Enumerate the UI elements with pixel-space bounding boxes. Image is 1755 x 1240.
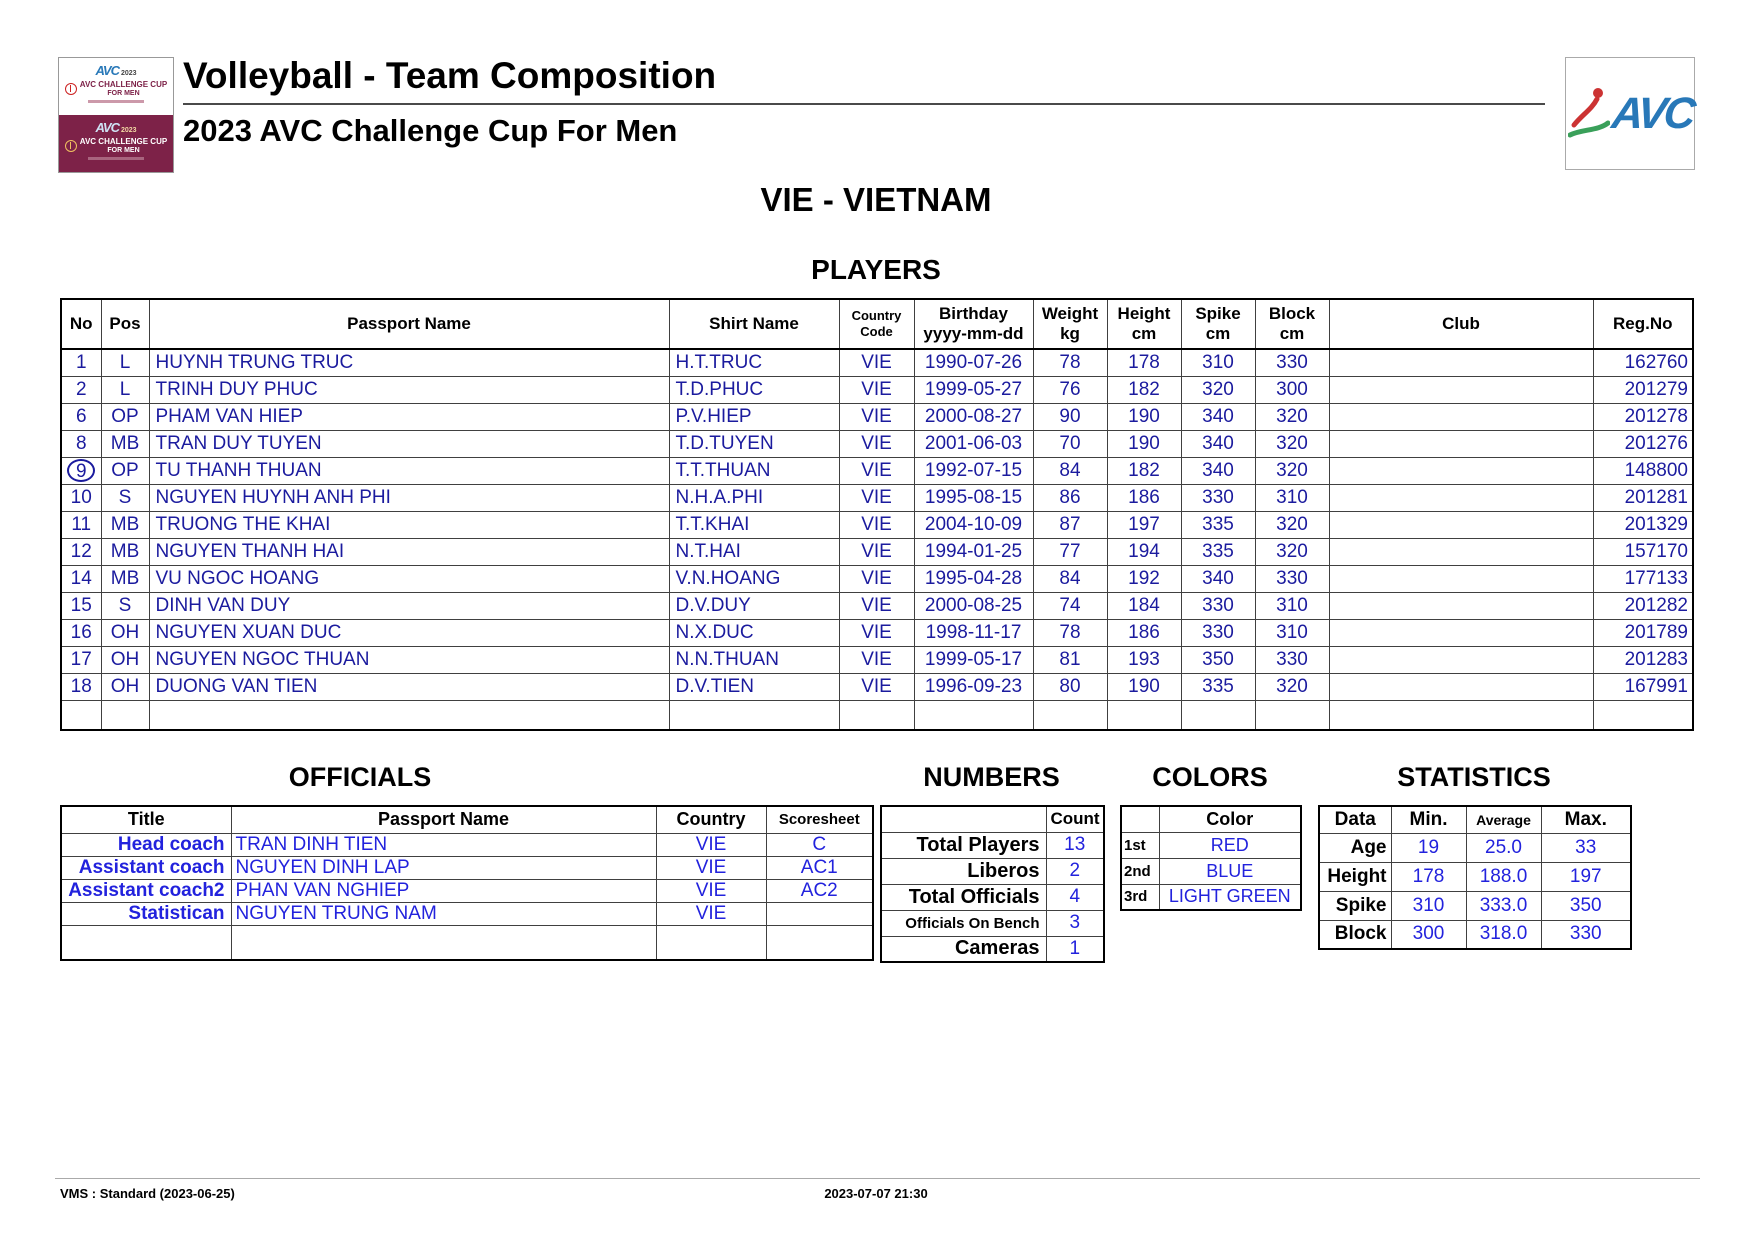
statistics-section-title: STATISTICS — [1397, 762, 1551, 792]
player-height: 190 — [1107, 673, 1181, 700]
color-value: LIGHT GREEN — [1159, 884, 1301, 910]
player-shirt-name: N.H.A.PHI — [669, 484, 839, 511]
player-block: 330 — [1255, 349, 1329, 376]
officials-header-row — [61, 806, 873, 833]
player-no: 11 — [61, 511, 101, 538]
numbers-header-row — [881, 806, 1104, 832]
player-passport-name: NGUYEN NGOC THUAN — [149, 646, 669, 673]
player-regno: 177133 — [1593, 565, 1693, 592]
player-pos: MB — [101, 511, 149, 538]
col-average: Average — [1466, 806, 1541, 833]
stat-max: 350 — [1541, 891, 1631, 920]
player-weight: 70 — [1033, 430, 1107, 457]
official-passport-name: TRAN DINH TIEN — [231, 833, 656, 856]
avc-logo — [1565, 57, 1695, 170]
col-block: Block cm — [1255, 299, 1329, 349]
logo-year: 2023 — [120, 127, 137, 134]
player-spike: 330 — [1181, 619, 1255, 646]
numbers-count: 2 — [1046, 858, 1104, 884]
player-spike: 335 — [1181, 511, 1255, 538]
player-no: 15 — [61, 592, 101, 619]
challenge-cup-logo-dark — [59, 115, 173, 172]
player-passport-name: TRAN DUY TUYEN — [149, 430, 669, 457]
player-shirt-name: V.N.HOANG — [669, 565, 839, 592]
color-value: RED — [1159, 832, 1301, 858]
numbers-label: Cameras — [881, 936, 1046, 962]
player-regno: 201329 — [1593, 511, 1693, 538]
col-birthday: Birthday yyyy-mm-dd — [914, 299, 1033, 349]
avc-athlete-icon — [1568, 85, 1610, 143]
logo-avc-text: AVC — [95, 120, 119, 135]
bank-seal-icon — [65, 140, 77, 152]
player-regno: 201276 — [1593, 430, 1693, 457]
player-birthday: 1994-01-25 — [914, 538, 1033, 565]
player-pos: MB — [101, 565, 149, 592]
player-passport-name: PHAM VAN HIEP — [149, 403, 669, 430]
player-row — [61, 646, 1693, 673]
player-pos: L — [101, 376, 149, 403]
player-birthday: 1998-11-17 — [914, 619, 1033, 646]
player-passport-name: DINH VAN DUY — [149, 592, 669, 619]
statistics-row — [1319, 833, 1631, 862]
player-height: 186 — [1107, 619, 1181, 646]
player-shirt-name: N.N.THUAN — [669, 646, 839, 673]
color-value: BLUE — [1159, 858, 1301, 884]
player-weight: 90 — [1033, 403, 1107, 430]
player-block: 310 — [1255, 484, 1329, 511]
player-regno: 201789 — [1593, 619, 1693, 646]
logo-event-line1: AVC CHALLENGE CUP — [79, 137, 168, 146]
stat-min: 178 — [1391, 862, 1466, 891]
colors-row — [1121, 884, 1301, 910]
player-club — [1329, 673, 1593, 700]
player-no: 18 — [61, 673, 101, 700]
player-country: VIE — [839, 430, 914, 457]
logo-tagline-bar — [88, 157, 144, 160]
player-height: 178 — [1107, 349, 1181, 376]
stat-min: 19 — [1391, 833, 1466, 862]
official-title: Assistant coach2 — [61, 879, 231, 902]
player-row — [61, 376, 1693, 403]
player-club — [1329, 511, 1593, 538]
player-regno: 201278 — [1593, 403, 1693, 430]
official-passport-name: PHAN VAN NGHIEP — [231, 879, 656, 902]
numbers-label: Total Players — [881, 832, 1046, 858]
player-country: VIE — [839, 484, 914, 511]
player-regno: 201283 — [1593, 646, 1693, 673]
numbers-row — [881, 936, 1104, 962]
stat-label: Age — [1319, 833, 1391, 862]
statistics-row — [1319, 920, 1631, 949]
official-country: VIE — [656, 856, 766, 879]
player-passport-name: DUONG VAN TIEN — [149, 673, 669, 700]
player-row — [61, 673, 1693, 700]
stat-label: Spike — [1319, 891, 1391, 920]
col-passport-name: Passport Name — [231, 806, 656, 833]
player-pos: OH — [101, 619, 149, 646]
numbers-count: 3 — [1046, 910, 1104, 936]
stat-average: 188.0 — [1466, 862, 1541, 891]
player-height: 194 — [1107, 538, 1181, 565]
logo-event-line1: AVC CHALLENGE CUP — [79, 80, 168, 89]
player-block: 320 — [1255, 430, 1329, 457]
player-club — [1329, 619, 1593, 646]
official-scoresheet: C — [766, 833, 873, 856]
col-max: Max. — [1541, 806, 1631, 833]
official-passport-name: NGUYEN TRUNG NAM — [231, 902, 656, 925]
colors-section-title: COLORS — [1152, 762, 1268, 792]
player-pos: OH — [101, 646, 149, 673]
numbers-count: 4 — [1046, 884, 1104, 910]
numbers-section-title: NUMBERS — [923, 762, 1060, 792]
player-weight: 78 — [1033, 619, 1107, 646]
player-shirt-name: D.V.DUY — [669, 592, 839, 619]
player-height: 192 — [1107, 565, 1181, 592]
player-birthday: 1990-07-26 — [914, 349, 1033, 376]
stat-average: 318.0 — [1466, 920, 1541, 949]
player-club — [1329, 430, 1593, 457]
colors-header-row — [1121, 806, 1301, 832]
player-spike: 335 — [1181, 538, 1255, 565]
col-color: Color — [1159, 806, 1301, 832]
col-passport-name: Passport Name — [149, 299, 669, 349]
player-shirt-name: T.T.THUAN — [669, 457, 839, 484]
document-title: Volleyball - Team Composition — [183, 55, 1545, 105]
player-height: 197 — [1107, 511, 1181, 538]
officials-section-title: OFFICIALS — [288, 762, 432, 792]
player-passport-name: VU NGOC HOANG — [149, 565, 669, 592]
player-club — [1329, 403, 1593, 430]
player-no: 6 — [61, 403, 101, 430]
numbers-label: Total Officials — [881, 884, 1046, 910]
player-country: VIE — [839, 457, 914, 484]
stat-max: 197 — [1541, 862, 1631, 891]
player-birthday: 1995-08-15 — [914, 484, 1033, 511]
player-weight: 87 — [1033, 511, 1107, 538]
color-rank: 1st — [1121, 832, 1159, 858]
col-no: No — [61, 299, 101, 349]
player-passport-name: NGUYEN HUYNH ANH PHI — [149, 484, 669, 511]
player-club — [1329, 646, 1593, 673]
player-row — [61, 565, 1693, 592]
stat-min: 300 — [1391, 920, 1466, 949]
numbers-row — [881, 910, 1104, 936]
player-row — [61, 430, 1693, 457]
stat-average: 333.0 — [1466, 891, 1541, 920]
footer-version: VMS : Standard (2023-06-25) — [60, 1186, 235, 1201]
stat-average: 25.0 — [1466, 833, 1541, 862]
col-club: Club — [1329, 299, 1593, 349]
player-shirt-name: T.T.KHAI — [669, 511, 839, 538]
player-weight: 74 — [1033, 592, 1107, 619]
player-country: VIE — [839, 376, 914, 403]
captain-circle: 9 — [67, 459, 95, 482]
player-no: 8 — [61, 430, 101, 457]
player-club — [1329, 538, 1593, 565]
avc-logo-text: AVC — [1609, 88, 1695, 138]
official-row-empty — [61, 925, 873, 960]
official-country: VIE — [656, 833, 766, 856]
challenge-cup-logo-light — [59, 58, 173, 115]
official-row — [61, 879, 873, 902]
players-section-title: PLAYERS — [811, 254, 941, 285]
player-birthday: 2000-08-25 — [914, 592, 1033, 619]
player-spike: 340 — [1181, 565, 1255, 592]
logo-tagline-bar — [88, 100, 144, 103]
player-row — [61, 349, 1693, 376]
logo-event-line2: FOR MEN — [107, 89, 140, 97]
player-regno: 157170 — [1593, 538, 1693, 565]
player-birthday: 1999-05-17 — [914, 646, 1033, 673]
player-club — [1329, 349, 1593, 376]
player-country: VIE — [839, 592, 914, 619]
stat-max: 33 — [1541, 833, 1631, 862]
header-titles — [183, 55, 1545, 149]
col-country: Country — [656, 806, 766, 833]
player-weight: 86 — [1033, 484, 1107, 511]
player-weight: 81 — [1033, 646, 1107, 673]
player-country: VIE — [839, 511, 914, 538]
numbers-table — [880, 805, 1105, 963]
player-regno: 201279 — [1593, 376, 1693, 403]
player-weight: 84 — [1033, 565, 1107, 592]
col-shirt-name: Shirt Name — [669, 299, 839, 349]
numbers-row — [881, 884, 1104, 910]
statistics-row — [1319, 862, 1631, 891]
player-birthday: 1996-09-23 — [914, 673, 1033, 700]
colors-row — [1121, 858, 1301, 884]
player-country: VIE — [839, 565, 914, 592]
player-country: VIE — [839, 673, 914, 700]
footer-timestamp: 2023-07-07 21:30 — [824, 1186, 928, 1201]
player-row — [61, 484, 1693, 511]
stat-max: 330 — [1541, 920, 1631, 949]
player-country: VIE — [839, 403, 914, 430]
numbers-row — [881, 832, 1104, 858]
col-weight: Weight kg — [1033, 299, 1107, 349]
player-spike: 320 — [1181, 376, 1255, 403]
player-block: 320 — [1255, 457, 1329, 484]
player-weight: 77 — [1033, 538, 1107, 565]
player-height: 193 — [1107, 646, 1181, 673]
logo-avc-text: AVC — [95, 63, 119, 78]
player-birthday: 1995-04-28 — [914, 565, 1033, 592]
statistics-header-row — [1319, 806, 1631, 833]
player-row-captain — [61, 457, 1693, 484]
player-block: 320 — [1255, 538, 1329, 565]
player-no: 14 — [61, 565, 101, 592]
official-row — [61, 902, 873, 925]
official-country: VIE — [656, 879, 766, 902]
player-birthday: 1999-05-27 — [914, 376, 1033, 403]
col-scoresheet: Scoresheet — [766, 806, 873, 833]
official-country: VIE — [656, 902, 766, 925]
player-club — [1329, 457, 1593, 484]
player-no: 16 — [61, 619, 101, 646]
player-block: 320 — [1255, 511, 1329, 538]
player-country: VIE — [839, 619, 914, 646]
player-row — [61, 403, 1693, 430]
col-data: Data — [1319, 806, 1391, 833]
player-row-empty — [61, 700, 1693, 730]
player-block: 330 — [1255, 565, 1329, 592]
player-birthday: 2000-08-27 — [914, 403, 1033, 430]
player-club — [1329, 376, 1593, 403]
player-height: 190 — [1107, 403, 1181, 430]
player-club — [1329, 592, 1593, 619]
player-row — [61, 619, 1693, 646]
challenge-cup-logo — [58, 57, 174, 173]
player-birthday: 1992-07-15 — [914, 457, 1033, 484]
numbers-label: Liberos — [881, 858, 1046, 884]
player-shirt-name: N.T.HAI — [669, 538, 839, 565]
player-country: VIE — [839, 646, 914, 673]
player-passport-name: HUYNH TRUNG TRUC — [149, 349, 669, 376]
official-row — [61, 833, 873, 856]
players-table — [60, 298, 1694, 731]
player-club — [1329, 565, 1593, 592]
player-no: 10 — [61, 484, 101, 511]
player-weight: 76 — [1033, 376, 1107, 403]
player-weight: 80 — [1033, 673, 1107, 700]
col-country-code: Country Code — [839, 299, 914, 349]
player-row — [61, 511, 1693, 538]
player-block: 320 — [1255, 403, 1329, 430]
col-count: Count — [1046, 806, 1104, 832]
official-title: Head coach — [61, 833, 231, 856]
player-country: VIE — [839, 349, 914, 376]
player-club — [1329, 484, 1593, 511]
player-row — [61, 538, 1693, 565]
player-passport-name: TRINH DUY PHUC — [149, 376, 669, 403]
team-title: VIE - VIETNAM — [760, 181, 992, 218]
player-spike: 330 — [1181, 592, 1255, 619]
player-no: 17 — [61, 646, 101, 673]
player-passport-name: NGUYEN THANH HAI — [149, 538, 669, 565]
player-spike: 330 — [1181, 484, 1255, 511]
officials-table — [60, 805, 874, 961]
player-height: 186 — [1107, 484, 1181, 511]
player-spike: 340 — [1181, 457, 1255, 484]
official-scoresheet — [766, 902, 873, 925]
player-height: 190 — [1107, 430, 1181, 457]
player-height: 182 — [1107, 376, 1181, 403]
colors-table — [1120, 805, 1302, 911]
player-regno: 201282 — [1593, 592, 1693, 619]
numbers-row — [881, 858, 1104, 884]
player-weight: 84 — [1033, 457, 1107, 484]
player-row — [61, 592, 1693, 619]
col-pos: Pos — [101, 299, 149, 349]
bank-seal-icon — [65, 83, 77, 95]
player-no — [61, 457, 101, 484]
player-pos: L — [101, 349, 149, 376]
player-spike: 350 — [1181, 646, 1255, 673]
player-shirt-name: H.T.TRUC — [669, 349, 839, 376]
player-no: 1 — [61, 349, 101, 376]
official-title: Assistant coach — [61, 856, 231, 879]
player-passport-name: TU THANH THUAN — [149, 457, 669, 484]
numbers-label: Officials On Bench — [881, 910, 1046, 936]
statistics-row — [1319, 891, 1631, 920]
player-height: 182 — [1107, 457, 1181, 484]
footer-divider — [55, 1178, 1700, 1179]
player-no: 12 — [61, 538, 101, 565]
logo-year: 2023 — [120, 70, 137, 77]
col-min: Min. — [1391, 806, 1466, 833]
official-scoresheet: AC2 — [766, 879, 873, 902]
player-no: 2 — [61, 376, 101, 403]
event-title: 2023 AVC Challenge Cup For Men — [183, 113, 678, 148]
player-pos: S — [101, 484, 149, 511]
color-rank: 3rd — [1121, 884, 1159, 910]
player-spike: 335 — [1181, 673, 1255, 700]
col-spike: Spike cm — [1181, 299, 1255, 349]
col-title: Title — [61, 806, 231, 833]
official-scoresheet: AC1 — [766, 856, 873, 879]
players-header-row — [61, 299, 1693, 349]
col-height: Height cm — [1107, 299, 1181, 349]
player-shirt-name: T.D.TUYEN — [669, 430, 839, 457]
statistics-table — [1318, 805, 1632, 950]
numbers-count: 13 — [1046, 832, 1104, 858]
player-country: VIE — [839, 538, 914, 565]
player-birthday: 2001-06-03 — [914, 430, 1033, 457]
player-regno: 162760 — [1593, 349, 1693, 376]
player-block: 320 — [1255, 673, 1329, 700]
player-block: 330 — [1255, 646, 1329, 673]
player-shirt-name: D.V.TIEN — [669, 673, 839, 700]
player-spike: 310 — [1181, 349, 1255, 376]
player-pos: S — [101, 592, 149, 619]
player-passport-name: NGUYEN XUAN DUC — [149, 619, 669, 646]
numbers-count: 1 — [1046, 936, 1104, 962]
official-row — [61, 856, 873, 879]
player-pos: OP — [101, 403, 149, 430]
player-block: 310 — [1255, 592, 1329, 619]
player-block: 300 — [1255, 376, 1329, 403]
colors-row — [1121, 832, 1301, 858]
player-regno: 167991 — [1593, 673, 1693, 700]
color-rank: 2nd — [1121, 858, 1159, 884]
player-pos: OP — [101, 457, 149, 484]
logo-event-line2: FOR MEN — [107, 146, 140, 154]
player-height: 184 — [1107, 592, 1181, 619]
player-weight: 78 — [1033, 349, 1107, 376]
stat-label: Block — [1319, 920, 1391, 949]
player-spike: 340 — [1181, 403, 1255, 430]
official-title: Statistican — [61, 902, 231, 925]
col-regno: Reg.No — [1593, 299, 1693, 349]
player-shirt-name: N.X.DUC — [669, 619, 839, 646]
stat-label: Height — [1319, 862, 1391, 891]
player-block: 310 — [1255, 619, 1329, 646]
player-shirt-name: P.V.HIEP — [669, 403, 839, 430]
player-passport-name: TRUONG THE KHAI — [149, 511, 669, 538]
player-regno: 201281 — [1593, 484, 1693, 511]
player-pos: MB — [101, 430, 149, 457]
player-pos: OH — [101, 673, 149, 700]
stat-min: 310 — [1391, 891, 1466, 920]
player-birthday: 2004-10-09 — [914, 511, 1033, 538]
player-regno: 148800 — [1593, 457, 1693, 484]
player-pos: MB — [101, 538, 149, 565]
official-passport-name: NGUYEN DINH LAP — [231, 856, 656, 879]
player-shirt-name: T.D.PHUC — [669, 376, 839, 403]
player-spike: 340 — [1181, 430, 1255, 457]
